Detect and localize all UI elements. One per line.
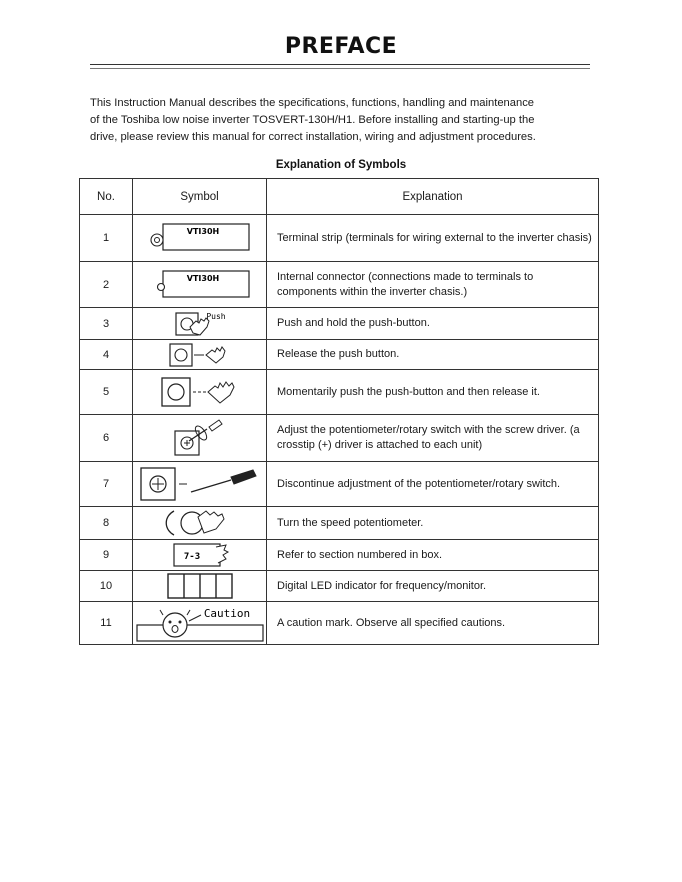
symbol-cell xyxy=(133,540,267,571)
explanation-cell: Push and hold the push-button. xyxy=(267,308,599,340)
screwdriver-adjust-icon xyxy=(155,417,245,459)
row-number: 7 xyxy=(80,462,133,507)
symbol-cell xyxy=(133,370,267,415)
turn-knob-icon xyxy=(160,507,240,539)
intro-line: of the Toshiba low noise inverter TOSVERT-130H/H1. Before installing and starting-up the xyxy=(90,114,535,126)
symbol-cell xyxy=(133,507,267,540)
row-number: 2 xyxy=(80,262,133,308)
explanation-cell: Adjust the potentiometer/rotary switch with the screw driver. (a crosstip (+) driver is attached to each unit) xyxy=(267,415,599,462)
symbol-cell xyxy=(133,602,267,645)
explanation-cell: Refer to section numbered in box. xyxy=(267,540,599,571)
explanation-cell: Discontinue adjustment of the potentiometer/rotary switch. xyxy=(267,462,599,507)
table-row xyxy=(80,571,599,602)
push-hold-icon xyxy=(160,309,240,339)
table-title: Explanation of Symbols xyxy=(275,159,407,171)
table-header-row xyxy=(80,179,599,215)
row-number: 5 xyxy=(80,370,133,415)
release-button-icon xyxy=(160,341,240,369)
symbol-cell xyxy=(133,215,267,262)
explanation-cell: A caution mark. Observe all specified cautions. xyxy=(267,602,599,645)
explanation-cell: Terminal strip (terminals for wiring external to the inverter chasis) xyxy=(267,215,599,262)
row-number: 3 xyxy=(80,308,133,340)
page-title: PREFACE xyxy=(284,34,398,59)
table-row xyxy=(80,370,599,415)
symbol-cell xyxy=(133,340,267,370)
section-reference-icon xyxy=(160,541,240,569)
table-row xyxy=(80,262,599,308)
symbol-cell xyxy=(133,462,267,507)
intro-line: drive, please review this manual for correct installation, wiring and adjustment procedures. xyxy=(90,131,536,143)
table-row xyxy=(80,540,599,571)
symbol-cell xyxy=(133,308,267,340)
table-row xyxy=(80,415,599,462)
table-row xyxy=(80,462,599,507)
title-rule-top xyxy=(90,64,590,65)
symbol-label: VTI30H xyxy=(186,273,219,283)
table-row xyxy=(80,602,599,645)
symbol-label: VTI30H xyxy=(186,227,219,236)
explanation-cell: Release the push button. xyxy=(267,340,599,370)
symbol-label: Push xyxy=(205,311,226,321)
caution-mark-icon xyxy=(135,603,265,643)
symbol-label: Caution xyxy=(203,607,250,620)
symbol-cell xyxy=(133,415,267,462)
symbols-table xyxy=(79,178,599,645)
intro-paragraph xyxy=(90,95,590,146)
header-explanation: Explanation xyxy=(267,179,599,215)
row-number: 8 xyxy=(80,507,133,540)
led-indicator-icon xyxy=(160,572,240,600)
explanation-cell: Turn the speed potentiometer. xyxy=(267,507,599,540)
explanation-cell: Digital LED indicator for frequency/monitor. xyxy=(267,571,599,602)
header-symbol: Symbol xyxy=(133,179,267,215)
row-number: 10 xyxy=(80,571,133,602)
table-row xyxy=(80,340,599,370)
table-row xyxy=(80,215,599,262)
explanation-cell: Momentarily push the push-button and then release it. xyxy=(267,370,599,415)
row-number: 9 xyxy=(80,540,133,571)
row-number: 6 xyxy=(80,415,133,462)
header-no: No. xyxy=(80,179,133,215)
row-number: 1 xyxy=(80,215,133,262)
intro-line: This Instruction Manual describes the specifications, functions, handling and maintenance xyxy=(90,97,535,109)
discontinue-adjust-icon xyxy=(137,464,262,504)
table-row xyxy=(80,308,599,340)
symbol-cell xyxy=(133,571,267,602)
row-number: 11 xyxy=(80,602,133,645)
symbol-label: 7-3 xyxy=(183,552,200,562)
momentary-push-icon xyxy=(150,373,250,411)
title-rule-bottom xyxy=(90,68,590,69)
table-row xyxy=(80,507,599,540)
symbol-cell xyxy=(133,262,267,308)
internal-connector-icon xyxy=(145,267,255,303)
terminal-strip-icon xyxy=(145,220,255,256)
row-number: 4 xyxy=(80,340,133,370)
explanation-cell: Internal connector (connections made to terminals to components within the inverter chasis.) xyxy=(267,262,599,308)
